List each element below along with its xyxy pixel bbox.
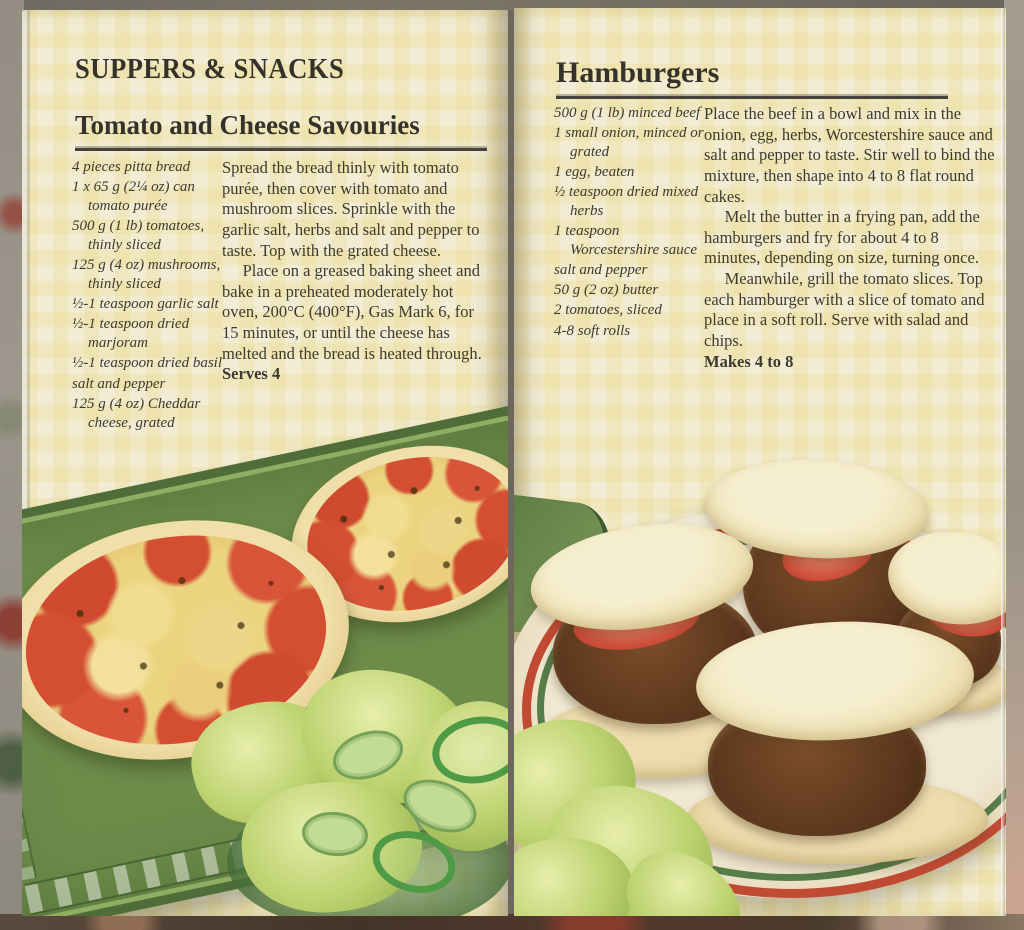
method-paragraph: Meanwhile, grill the tomato slices. Top each hamburger with a slice of tomato and place in a soft roll. Serve with salad and chips. (704, 269, 985, 350)
method-paragraph: Melt the butter in a frying pan, add the hamburgers and fry for about 4 to 8 minutes, depending on size, turning once. (704, 207, 980, 268)
cookbook-left-page (22, 10, 508, 916)
ingredient-item: salt and pepper (72, 375, 166, 392)
ingredient-item: 125 g (4 oz) Cheddar cheese, grated (72, 395, 201, 431)
scan-edge-left (0, 0, 24, 930)
ingredient-item: 1 teaspoon Worcestershire sauce (554, 223, 698, 259)
left-page-text (22, 10, 508, 916)
scan-edge-right (1004, 0, 1024, 930)
method-paragraph: Place on a greased baking sheet and bake in a preheated moderately hot oven, 200°C (400°F), Gas Mark 6, for 15 minutes, or until the cheese has melted and the bread is heated through. (222, 261, 482, 363)
ingredient-item: ½-1 teaspoon dried marjoram (72, 316, 190, 352)
method-paragraph: Place the beef in a bowl and mix in the onion, egg, herbs, Worcestershire sauce and salt and pepper to taste. Stir well to bind the mixture, then shape into 4 to 8 flat round cakes. (704, 104, 995, 206)
ingredient-item: ½-1 teaspoon garlic salt (72, 296, 219, 313)
ingredient-item: ½-1 teaspoon dried basil (72, 355, 222, 372)
ingredient-item: 125 g (4 oz) mushrooms, thinly sliced (72, 257, 221, 293)
ingredient-list-right (554, 104, 710, 342)
method-paragraph: Spread the bread thinly with tomato purée, then cover with tomato and mushroom slices. Sprinkle with the garlic salt, herbs and salt and pepper to taste. Top with the grated cheese. (222, 158, 480, 260)
method-text-right (704, 104, 996, 372)
ingredient-item: 2 tomatoes, sliced (554, 302, 662, 319)
ingredient-item: 1 small onion, minced or grated (554, 125, 704, 161)
ingredient-item: 4-8 soft rolls (554, 322, 631, 339)
title-rule-left (75, 148, 487, 151)
cookbook-right-page (514, 8, 1006, 916)
serves-label: Serves 4 (222, 364, 281, 384)
ingredient-item: 500 g (1 lb) tomatoes, thinly sliced (72, 218, 205, 254)
recipe-title-right: Hamburgers (556, 56, 720, 89)
title-rule-right (556, 96, 948, 99)
ingredient-item: ½ teaspoon dried mixed herbs (554, 184, 699, 220)
ingredient-item: 500 g (1 lb) minced beef (554, 105, 701, 121)
ingredient-list-left (72, 158, 228, 434)
scan-edge-bottom (0, 914, 1024, 930)
ingredient-item: 1 x 65 g (2¼ oz) can tomato purée (72, 179, 195, 215)
right-page-text (514, 8, 1006, 916)
section-header: SUPPERS & SNACKS (75, 54, 345, 85)
ingredient-item: 50 g (2 oz) butter (554, 282, 659, 299)
makes-label: Makes 4 to 8 (704, 351, 794, 371)
method-text-left (222, 158, 488, 385)
recipe-title-left: Tomato and Cheese Savouries (75, 110, 420, 140)
ingredient-item: salt and pepper (554, 262, 648, 279)
ingredient-item: 1 egg, beaten (554, 164, 635, 181)
ingredient-item: 4 pieces pitta bread (72, 159, 191, 175)
